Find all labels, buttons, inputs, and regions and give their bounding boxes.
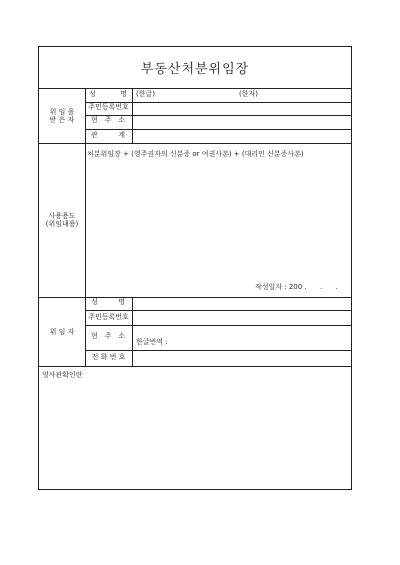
label-char: 소 xyxy=(118,116,125,124)
delegator-phone-label: 전 화 번 호 xyxy=(91,353,126,361)
delegatee-rrn-label: 주민등록번호 xyxy=(88,103,129,111)
date-line: 작성일자 : 200 . . . xyxy=(255,283,338,291)
divider xyxy=(85,325,351,326)
label-char: 현 xyxy=(91,116,98,124)
divider xyxy=(39,366,351,367)
label-char: 계 xyxy=(118,131,125,139)
label-char: 소 xyxy=(118,332,125,340)
label-char: 주 xyxy=(104,116,112,124)
divider xyxy=(85,143,86,297)
hanja-name-field-label[interactable]: (한자) xyxy=(239,90,258,98)
label-char: 성 xyxy=(91,298,98,306)
attachment-instruction: 처분위임장 + (영주권자의 신분증 or 여권사본) + (대리인 신분증사본) xyxy=(87,150,304,158)
label-char: 명 xyxy=(118,298,125,306)
label-char: 주 xyxy=(104,332,112,340)
label-char: 성 xyxy=(89,90,96,98)
delegatee-name-label xyxy=(89,90,127,98)
label-char: 관 xyxy=(91,131,98,139)
label-char: 명 xyxy=(120,90,127,98)
delegatee-address-label xyxy=(91,116,125,124)
delegator-name-label xyxy=(91,298,125,306)
delegator-header: 위 임 자 xyxy=(49,327,75,336)
divider xyxy=(85,129,351,130)
purpose-header: 사용용도 (위임내용) xyxy=(45,212,79,228)
delegatee-header: 위 임 을 받 은 자 xyxy=(49,108,75,124)
divider xyxy=(132,297,133,366)
divider xyxy=(85,350,351,351)
delegator-rrn-label: 주민등록번호 xyxy=(88,313,129,321)
divider xyxy=(85,310,351,311)
delegation-form xyxy=(38,46,352,490)
form-title: 부동산처분위임장 xyxy=(140,62,250,77)
label-char: 현 xyxy=(91,332,98,340)
delegator-address-label xyxy=(91,332,125,340)
delegatee-relation-label xyxy=(91,131,125,139)
hangul-name-field-label[interactable]: (한글) xyxy=(136,90,155,98)
consulate-confirmation-label: 영사관확인란 xyxy=(42,371,83,379)
hangul-translation-label[interactable]: 한글번역 : xyxy=(136,338,168,346)
